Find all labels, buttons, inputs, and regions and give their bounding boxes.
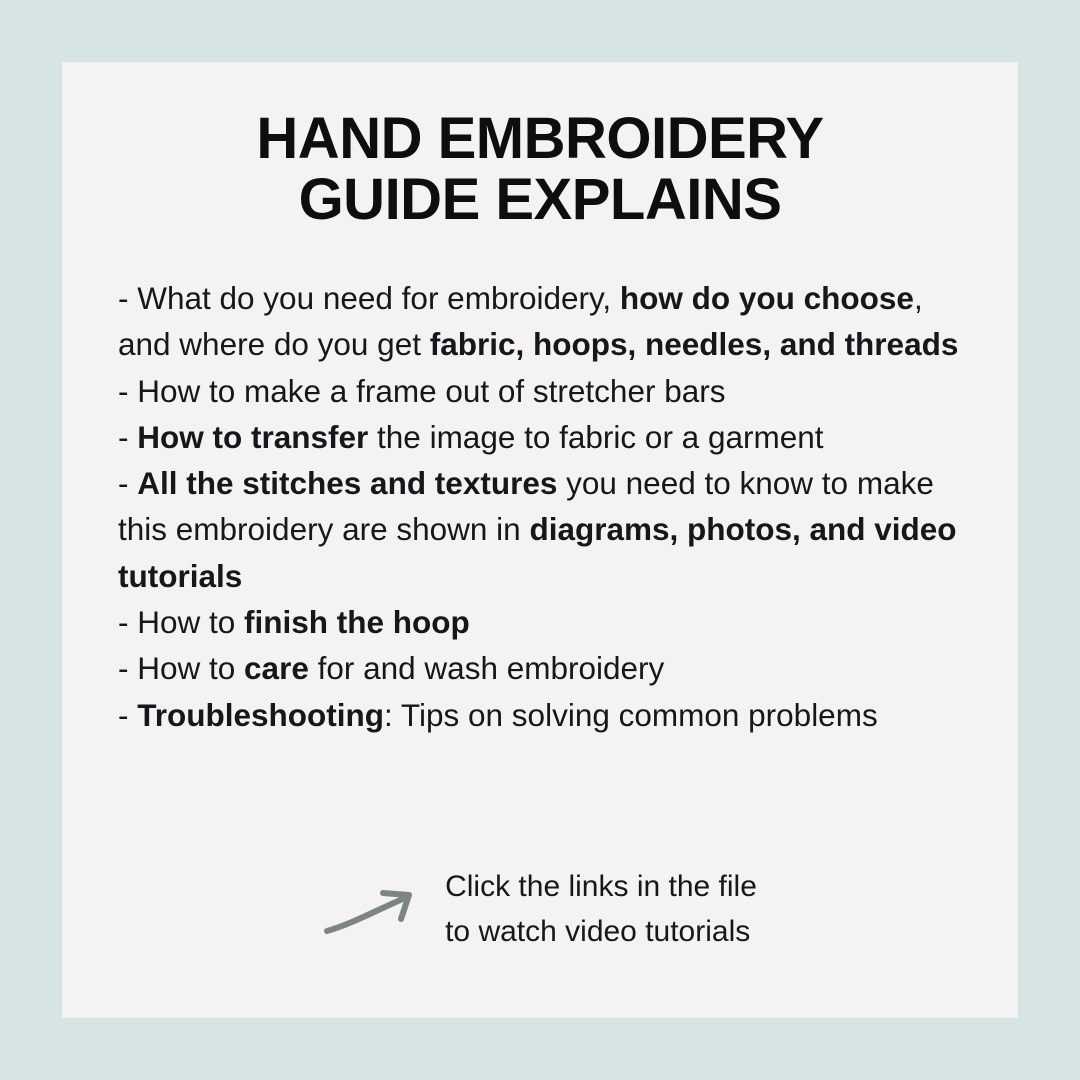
footer-text xyxy=(445,864,757,954)
footer-note xyxy=(62,864,1018,954)
list-item: - How to care for and wash embroidery xyxy=(118,650,665,687)
page-title-line-2: GUIDE EXPLAINS xyxy=(298,167,782,233)
bullet-list xyxy=(62,231,1018,738)
content-card xyxy=(62,62,1018,1018)
list-item: - How to transfer the image to fabric or a garment xyxy=(118,418,824,455)
arrow-right-icon xyxy=(323,881,419,937)
list-item: - How to finish the hoop xyxy=(118,604,470,641)
list-item: - Troubleshooting: Tips on solving common problems xyxy=(118,696,878,733)
page-title xyxy=(62,62,1018,231)
page-title-line-1: HAND EMBROIDERY xyxy=(256,106,824,171)
footer-text-line-1: Click the links in the file xyxy=(445,870,757,903)
footer-text-line-2: to watch video tutorials xyxy=(445,915,751,948)
list-item: - What do you need for embroidery, how do you choose, and where do you get fabric, hoops, needles, and threads xyxy=(118,279,959,363)
list-item: - How to make a frame out of stretcher bars xyxy=(118,372,726,409)
list-item: - All the stitches and textures you need to know to make this embroidery are shown in diagrams, photos, and video tutorials xyxy=(118,465,957,594)
